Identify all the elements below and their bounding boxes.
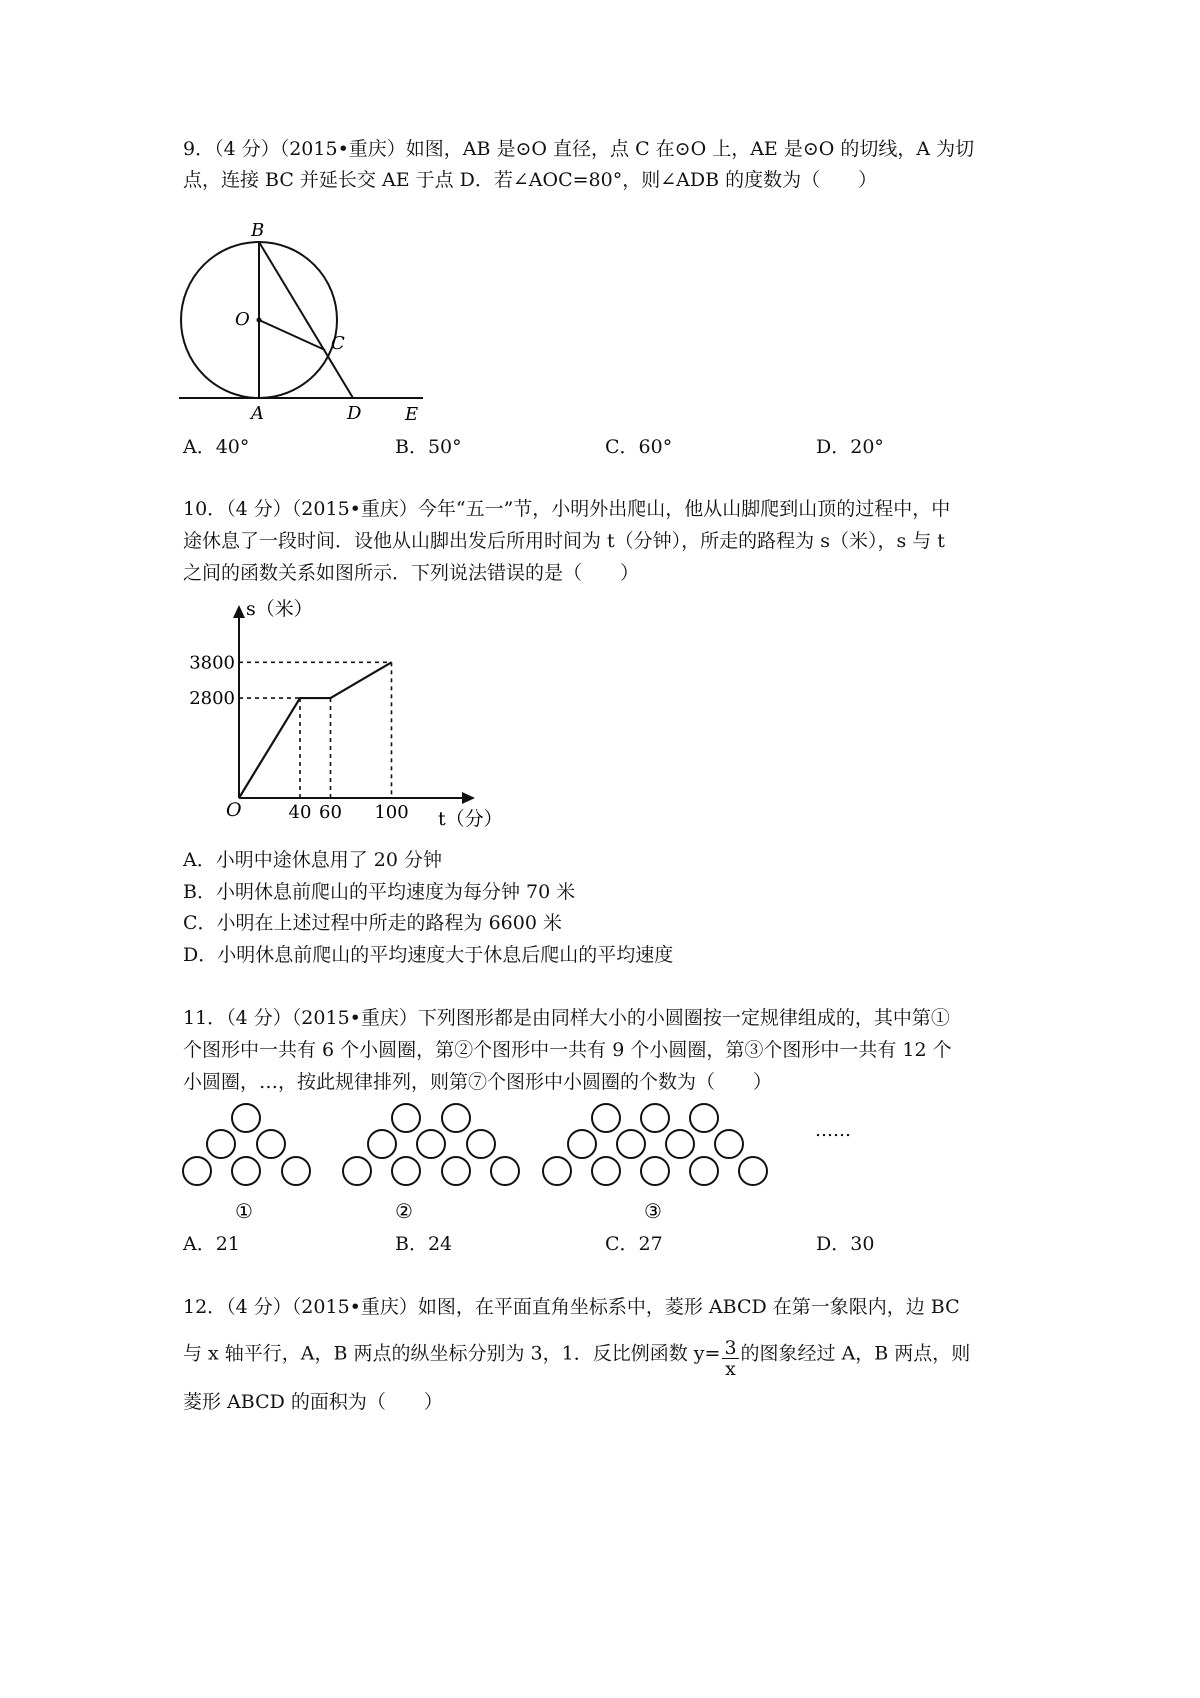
q10-option-b[interactable]: B．小明休息前爬山的平均速度为每分钟 70 米 — [183, 881, 576, 903]
label-b: B — [251, 220, 265, 241]
fraction-denominator: x — [725, 1358, 736, 1380]
label-o: O — [235, 309, 250, 330]
q11-text-line3: 小圆圈，…，按此规律排列，则第⑦个图形中小圆圈的个数为（ ） — [183, 1071, 773, 1093]
figure-label-1: ① — [235, 1199, 253, 1223]
q11-circle-pattern-figure — [175, 1098, 865, 1228]
x-tick-label-2: 100 — [374, 802, 409, 823]
figure-label-3: ③ — [644, 1199, 662, 1223]
origin-label: O — [226, 799, 242, 821]
q12-text-line2 — [183, 1334, 1043, 1380]
q12-line2-post: 的图象经过 A，B 两点，则 — [740, 1342, 971, 1365]
q10-text-line1: 10．（4 分）（2015•重庆）今年“五一”节，小明外出爬山，他从山脚爬到山顶的过程中，中 — [183, 498, 951, 520]
x-tick-label-1: 60 — [319, 802, 342, 823]
y-tick-label-1: 3800 — [189, 652, 235, 674]
q11-option-c[interactable]: C．27 — [605, 1233, 663, 1255]
x-axis-label: t（分） — [438, 808, 503, 830]
q12-fraction — [722, 1338, 738, 1379]
q11-text-line1: 11．（4 分）（2015•重庆）下列图形都是由同样大小的小圆圈按一定规律组成的，其中第① — [183, 1007, 950, 1029]
pattern-ellipsis: …… — [815, 1120, 851, 1141]
q12-text-line1: 12．（4 分）（2015•重庆）如图，在平面直角坐标系中，菱形 ABCD 在第一象限内，边 BC — [183, 1296, 960, 1318]
q11-option-b[interactable]: B．24 — [395, 1233, 453, 1255]
q11-option-a[interactable]: A．21 — [183, 1233, 240, 1255]
q10-option-d[interactable]: D．小明休息前爬山的平均速度大于休息后爬山的平均速度 — [183, 944, 674, 966]
label-e: E — [405, 404, 419, 425]
q9-option-c[interactable]: C．60° — [605, 436, 673, 458]
figure-label-2: ② — [395, 1199, 413, 1223]
label-c: C — [331, 333, 345, 354]
y-tick-label-0: 2800 — [189, 688, 235, 710]
q9-options — [183, 435, 1043, 459]
fraction-numerator: 3 — [724, 1337, 737, 1359]
q10-text-line3: 之间的函数关系如图所示．下列说法错误的是（ ） — [183, 562, 640, 584]
q9-option-d[interactable]: D．20° — [816, 436, 884, 458]
q10-option-c[interactable]: C．小明在上述过程中所走的路程为 6600 米 — [183, 912, 562, 934]
q11-option-d[interactable]: D．30 — [816, 1233, 875, 1255]
q10-distance-time-chart — [189, 593, 505, 833]
q9-option-b[interactable]: B．50° — [395, 436, 462, 458]
q9-circle-figure — [175, 212, 435, 427]
q9-option-a[interactable]: A．40° — [183, 436, 250, 458]
q11-text-line2: 个图形中一共有 6 个小圆圈，第②个图形中一共有 9 个小圆圈，第③个图形中一共有 12 个 — [183, 1039, 952, 1061]
q10-option-a[interactable]: A．小明中途休息用了 20 分钟 — [183, 849, 442, 871]
q11-options — [183, 1232, 1043, 1256]
x-tick-label-0: 40 — [288, 802, 312, 823]
label-d: D — [347, 403, 362, 424]
y-axis-label: s（米） — [246, 598, 313, 620]
q9-text-line1: 9．（4 分）（2015•重庆）如图，AB 是⊙O 直径，点 C 在⊙O 上，AE 是⊙O 的切线，A 为切 — [183, 138, 975, 160]
series-line — [239, 662, 392, 798]
q10-text-line2: 途休息了一段时间．设他从山脚出发后所用时间为 t（分钟），所走的路程为 s（米），s 与 t — [183, 530, 945, 552]
q9-text-line2: 点，连接 BC 并延长交 AE 于点 D．若∠AOC=80°，则∠ADB 的度数为（ ） — [183, 169, 878, 191]
label-a: A — [251, 403, 264, 424]
q12-line2-pre: 与 x 轴平行，A，B 两点的纵坐标分别为 3，1．反比例函数 y= — [183, 1342, 721, 1365]
q12-text-line3: 菱形 ABCD 的面积为（ ） — [183, 1391, 443, 1413]
